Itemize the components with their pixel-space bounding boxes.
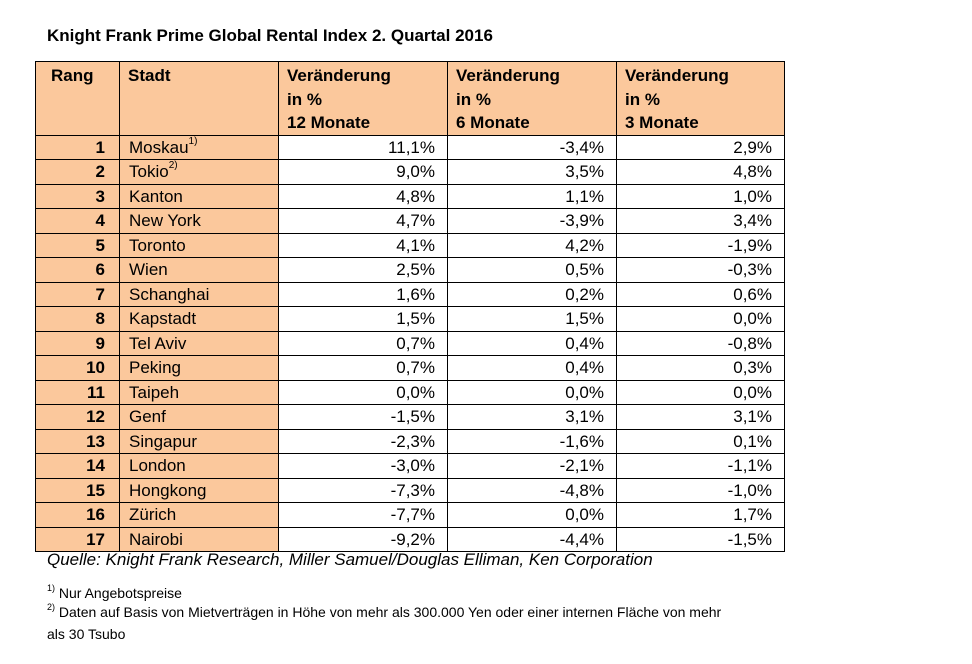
city-name: Genf xyxy=(129,407,166,426)
table-row xyxy=(36,380,785,405)
city-cell xyxy=(120,258,279,283)
city-name: Nairobi xyxy=(129,529,183,549)
city-name: London xyxy=(129,456,186,475)
change-12-months-cell: 1,6% xyxy=(279,282,448,307)
city-cell xyxy=(120,160,279,185)
change-12-months-cell: -2,3% xyxy=(279,429,448,454)
table-row xyxy=(36,184,785,209)
change-3-months-cell: 0,0% xyxy=(617,307,785,332)
change-12-months-cell: 2,5% xyxy=(279,258,448,283)
city-name: Zürich xyxy=(129,505,177,524)
change-3-months-cell: 3,1% xyxy=(617,405,785,430)
change-12-months-cell: -9,2% xyxy=(279,527,448,552)
city-cell xyxy=(120,331,279,356)
city-footnote-mark: 1) xyxy=(188,135,198,147)
change-3-months-cell: 0,0% xyxy=(617,380,785,405)
header-change-6-months xyxy=(448,62,617,136)
change-6-months-cell: 4,2% xyxy=(448,233,617,258)
rank-cell: 10 xyxy=(36,356,120,381)
city-footnote-mark: 2) xyxy=(168,160,178,171)
header-change-12-months xyxy=(279,62,448,136)
city-cell xyxy=(120,135,279,160)
table-row xyxy=(36,503,785,528)
city-cell xyxy=(120,503,279,528)
change-3-months-cell: 2,9% xyxy=(617,135,785,160)
change-6-months-cell: -1,6% xyxy=(448,429,617,454)
header-6-line-3: 6 Monate xyxy=(456,113,530,132)
change-6-months-cell: -2,1% xyxy=(448,454,617,479)
header-12-line-2: in % xyxy=(287,89,322,109)
change-6-months-cell: 0,5% xyxy=(448,258,617,283)
change-3-months-cell: 0,6% xyxy=(617,282,785,307)
header-6-line-2: in % xyxy=(456,89,491,109)
header-12-line-3: 12 Monate xyxy=(287,113,371,132)
city-name: Singapur xyxy=(129,431,198,451)
table-row xyxy=(36,527,785,552)
rank-cell: 9 xyxy=(36,331,120,356)
change-3-months-cell: 1,0% xyxy=(617,184,785,209)
change-12-months-cell: -7,3% xyxy=(279,478,448,503)
change-3-months-cell: -1,9% xyxy=(617,233,785,258)
city-cell xyxy=(120,454,279,479)
table-row xyxy=(36,405,785,430)
rank-cell: 4 xyxy=(36,209,120,234)
table-row xyxy=(36,429,785,454)
change-3-months-cell: -1,0% xyxy=(617,478,785,503)
change-12-months-cell: 4,7% xyxy=(279,209,448,234)
table-header-row xyxy=(36,62,785,136)
header-city: Stadt xyxy=(120,62,279,136)
change-3-months-cell: -1,5% xyxy=(617,527,785,552)
rank-cell: 2 xyxy=(36,160,120,185)
change-12-months-cell: 0,7% xyxy=(279,356,448,381)
city-name: Hongkong xyxy=(129,480,207,500)
change-3-months-cell: 4,8% xyxy=(617,160,785,185)
change-6-months-cell: 3,5% xyxy=(448,160,617,185)
city-cell xyxy=(120,209,279,234)
table-row xyxy=(36,209,785,234)
header-12-line-1: Veränderung xyxy=(287,66,391,85)
change-6-months-cell: 0,0% xyxy=(448,503,617,528)
change-12-months-cell: -3,0% xyxy=(279,454,448,479)
rank-cell: 15 xyxy=(36,478,120,503)
change-3-months-cell: -1,1% xyxy=(617,454,785,479)
rank-cell: 14 xyxy=(36,454,120,479)
table-row xyxy=(36,331,785,356)
city-cell xyxy=(120,233,279,258)
change-3-months-cell: 3,4% xyxy=(617,209,785,234)
header-change-3-months xyxy=(617,62,785,136)
footnote-2 xyxy=(47,604,721,620)
header-3-line-1: Veränderung xyxy=(625,66,729,85)
table-row xyxy=(36,135,785,160)
change-6-months-cell: -3,9% xyxy=(448,209,617,234)
header-6-line-1: Veränderung xyxy=(456,66,560,85)
rank-cell: 13 xyxy=(36,429,120,454)
city-name: Kapstadt xyxy=(129,309,197,328)
change-3-months-cell: -0,8% xyxy=(617,331,785,356)
city-name: New York xyxy=(129,211,201,230)
city-cell xyxy=(120,282,279,307)
footnote-1-mark: 1) xyxy=(47,583,56,593)
city-cell xyxy=(120,478,279,503)
table-row xyxy=(36,454,785,479)
change-6-months-cell: -4,8% xyxy=(448,478,617,503)
change-3-months-cell: -0,3% xyxy=(617,258,785,283)
city-cell xyxy=(120,527,279,552)
change-12-months-cell: 11,1% xyxy=(279,135,448,160)
rank-cell: 11 xyxy=(36,380,120,405)
city-name: Toronto xyxy=(129,235,186,255)
change-6-months-cell: -4,4% xyxy=(448,527,617,552)
city-cell xyxy=(120,429,279,454)
rank-cell: 7 xyxy=(36,282,120,307)
table-row xyxy=(36,282,785,307)
rank-cell: 17 xyxy=(36,527,120,552)
header-3-line-2: in % xyxy=(625,89,660,109)
change-12-months-cell: 9,0% xyxy=(279,160,448,185)
change-3-months-cell: 0,1% xyxy=(617,429,785,454)
source-note: Quelle: Knight Frank Research, Miller Samuel/Douglas Elliman, Ken Corporation xyxy=(47,550,653,569)
header-3-line-3: 3 Monate xyxy=(625,113,699,132)
footnote-2-continued: als 30 Tsubo xyxy=(47,626,126,642)
footnote-1-text: Nur Angebotspreise xyxy=(58,585,182,601)
table-row xyxy=(36,258,785,283)
change-12-months-cell: 4,1% xyxy=(279,233,448,258)
change-6-months-cell: 1,5% xyxy=(448,307,617,332)
city-name: Tel Aviv xyxy=(129,333,187,353)
rank-cell: 12 xyxy=(36,405,120,430)
city-cell xyxy=(120,380,279,405)
table-row xyxy=(36,307,785,332)
city-name: Moskau xyxy=(129,137,189,157)
footnote-2-mark: 2) xyxy=(47,602,56,612)
change-12-months-cell: 0,0% xyxy=(279,380,448,405)
footnote-1 xyxy=(47,585,182,601)
rental-index-table xyxy=(35,61,785,552)
rank-cell: 1 xyxy=(36,135,120,160)
table-body xyxy=(36,135,785,552)
change-6-months-cell: 0,4% xyxy=(448,331,617,356)
rank-cell: 8 xyxy=(36,307,120,332)
footnote-2-text: Daten auf Basis von Mietverträgen in Höhe von mehr als 300.000 Yen oder einer internen Fläche von mehr xyxy=(58,604,722,620)
change-3-months-cell: 1,7% xyxy=(617,503,785,528)
rank-cell: 6 xyxy=(36,258,120,283)
change-6-months-cell: 0,0% xyxy=(448,380,617,405)
city-cell xyxy=(120,184,279,209)
change-12-months-cell: -7,7% xyxy=(279,503,448,528)
city-name: Schanghai xyxy=(129,284,210,304)
change-6-months-cell: 1,1% xyxy=(448,184,617,209)
city-name: Kanton xyxy=(129,186,183,206)
rank-cell: 16 xyxy=(36,503,120,528)
change-6-months-cell: 0,2% xyxy=(448,282,617,307)
change-12-months-cell: -1,5% xyxy=(279,405,448,430)
city-name: Peking xyxy=(129,358,181,377)
table-row xyxy=(36,478,785,503)
table-row xyxy=(36,233,785,258)
change-6-months-cell: 0,4% xyxy=(448,356,617,381)
table-row xyxy=(36,160,785,185)
page-title: Knight Frank Prime Global Rental Index 2. Quartal 2016 xyxy=(47,26,493,45)
change-3-months-cell: 0,3% xyxy=(617,356,785,381)
change-6-months-cell: 3,1% xyxy=(448,405,617,430)
city-name: Wien xyxy=(129,260,168,279)
change-12-months-cell: 1,5% xyxy=(279,307,448,332)
city-cell xyxy=(120,307,279,332)
rank-cell: 5 xyxy=(36,233,120,258)
change-12-months-cell: 0,7% xyxy=(279,331,448,356)
city-cell xyxy=(120,356,279,381)
city-name: Taipeh xyxy=(129,382,180,402)
rank-cell: 3 xyxy=(36,184,120,209)
change-6-months-cell: -3,4% xyxy=(448,135,617,160)
table-row xyxy=(36,356,785,381)
header-rank: Rang xyxy=(36,62,120,136)
change-12-months-cell: 4,8% xyxy=(279,184,448,209)
city-name: Tokio xyxy=(129,162,169,181)
city-cell xyxy=(120,405,279,430)
